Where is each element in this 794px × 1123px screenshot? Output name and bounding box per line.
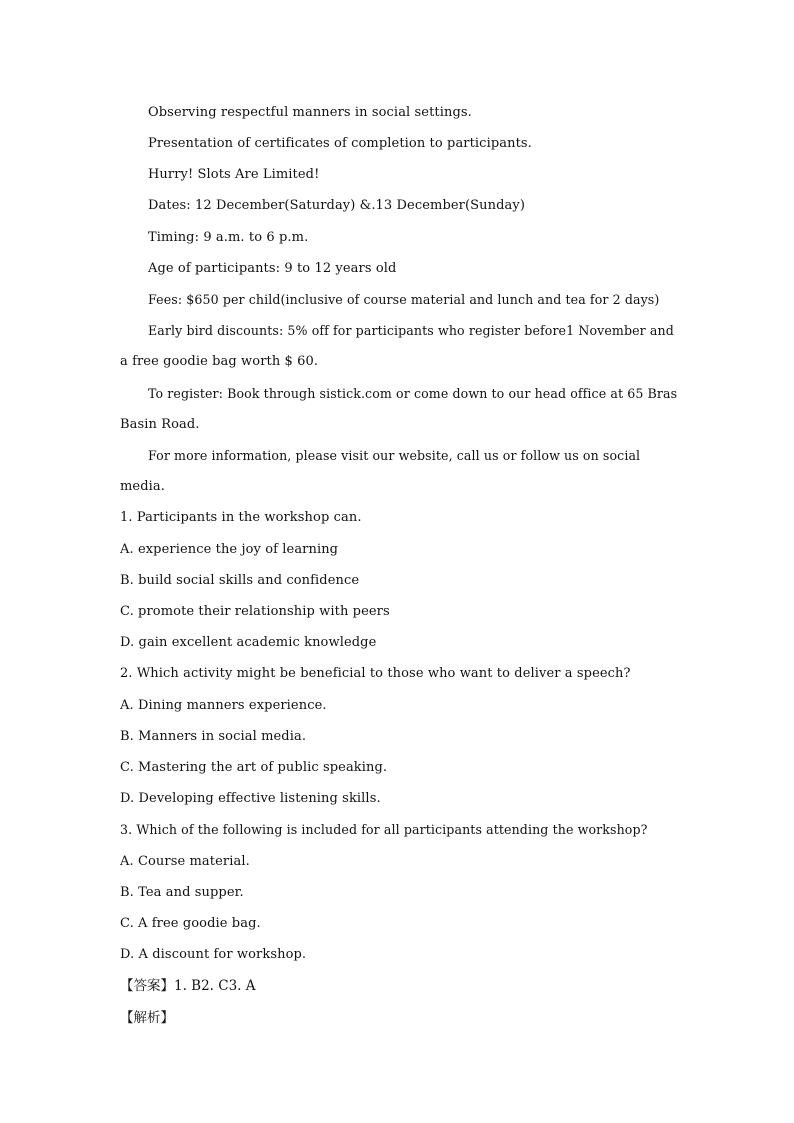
question-3-option-a: A. Course material.: [120, 854, 250, 869]
question-3-option-c: C. A free goodie bag.: [120, 916, 261, 931]
answer-key: [120, 978, 256, 994]
paragraph-timing: Timing: 9 a.m. to 6 p.m.: [148, 230, 309, 245]
paragraph-dates: Dates: 12 December(Saturday) &.13 December(Sunday): [148, 198, 525, 213]
question-2-option-d: D. Developing effective listening skills.: [120, 791, 381, 806]
analysis-label: 【解析】: [120, 1010, 174, 1026]
question-2-stem: 2. Which activity might be beneficial to those who want to deliver a speech?: [120, 666, 631, 681]
question-2-option-a: A. Dining manners experience.: [120, 698, 327, 713]
answer-label: 【答案】: [120, 978, 174, 994]
paragraph-hurry: Hurry! Slots Are Limited!: [148, 167, 320, 182]
question-2-option-c: C. Mastering the art of public speaking.: [120, 760, 388, 775]
question-1-stem: 1. Participants in the workshop can.: [120, 510, 362, 525]
paragraph-more-info-line2: media.: [120, 479, 165, 494]
question-3-option-b: B. Tea and supper.: [120, 885, 244, 900]
paragraph-register-line1: To register: Book through sistick.com or come down to our head office at 65 Bras: [148, 386, 678, 401]
question-3-option-d: D. A discount for workshop.: [120, 947, 307, 962]
paragraph-fees: Fees: $650 per child(inclusive of course material and lunch and tea for 2 days): [148, 292, 660, 307]
paragraph-early-bird-line2: a free goodie bag worth $ 60.: [120, 354, 319, 369]
question-2-option-b: B. Manners in social media.: [120, 729, 307, 744]
paragraph-certificates: Presentation of certificates of completion to participants.: [148, 136, 532, 151]
paragraph-age: Age of participants: 9 to 12 years old: [148, 261, 397, 276]
question-3-stem: 3. Which of the following is included for all participants attending the workshop?: [120, 822, 648, 837]
paragraph-more-info-line1: For more information, please visit our website, call us or follow us on social: [148, 448, 641, 463]
paragraph-manners: Observing respectful manners in social settings.: [148, 105, 472, 120]
answer-text: 1. B2. C3. A: [174, 978, 256, 994]
question-1-option-a: A. experience the joy of learning: [120, 542, 339, 557]
paragraph-early-bird-line1: Early bird discounts: 5% off for participants who register before1 November and: [148, 323, 674, 338]
paragraph-register-line2: Basin Road.: [120, 417, 200, 432]
question-1-option-d: D. gain excellent academic knowledge: [120, 635, 377, 650]
question-1-option-b: B. build social skills and confidence: [120, 573, 360, 588]
question-1-option-c: C. promote their relationship with peers: [120, 604, 390, 619]
